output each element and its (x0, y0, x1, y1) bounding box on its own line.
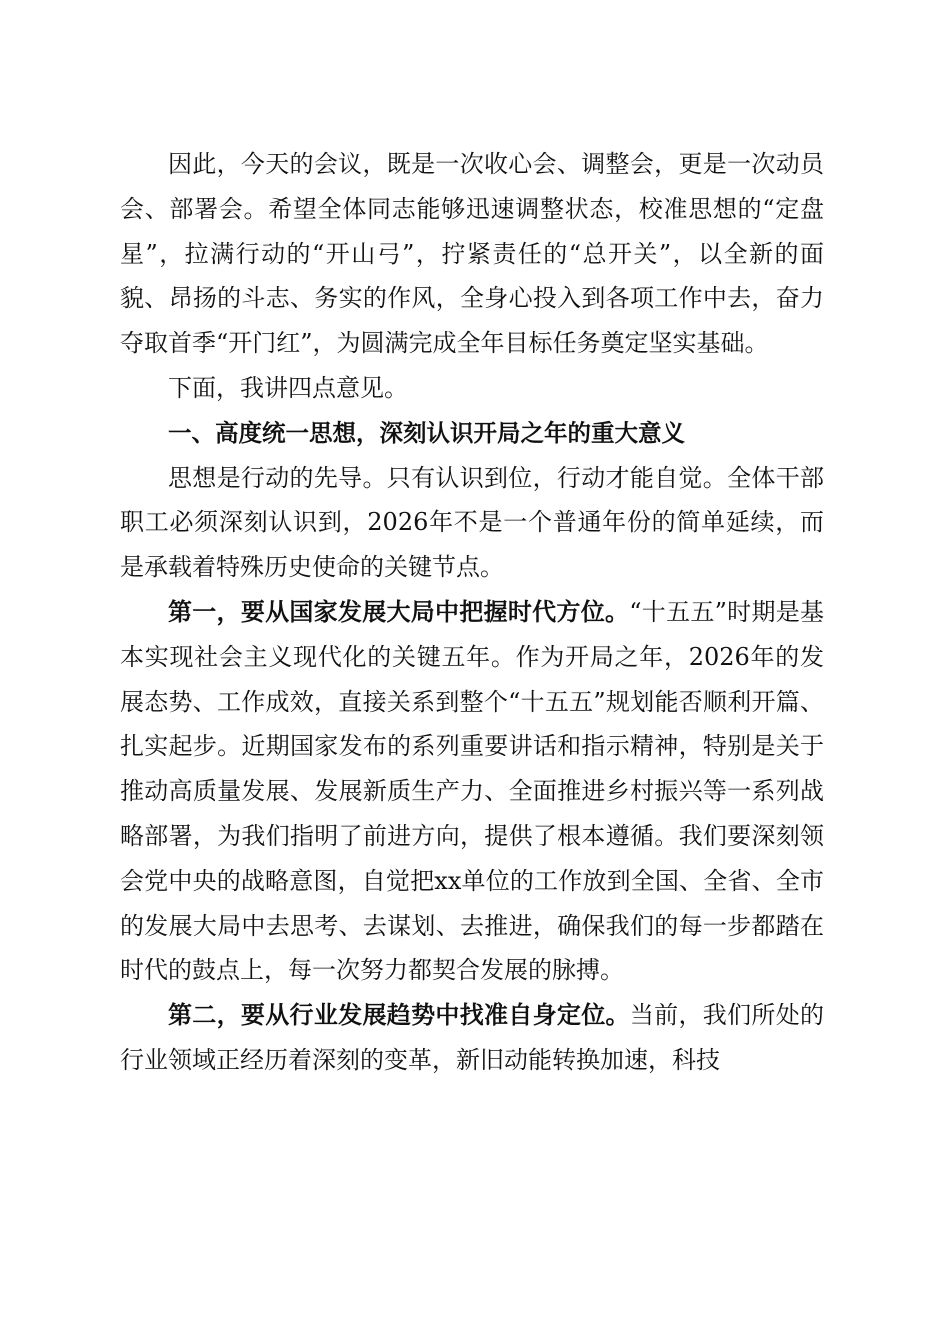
document-body (120, 142, 824, 1083)
second-point-body: 当前，我们所处的行业领域正经历着深刻的变革，新旧动能转换加速，科技 (120, 1001, 825, 1074)
first-point-lead: 第一，要从国家发展大局中把握时代方位。 (168, 596, 630, 626)
second-point-lead: 第二，要从行业发展趋势中找准自身定位。 (168, 1000, 630, 1030)
paragraph-thought-guidance: 思想是行动的先导。只有认识到位，行动才能自觉。全体干部职工必须深刻认识到，2026年不是一个普通年份的简单延续，而是承载着特殊历史使命的关键节点。 (120, 463, 824, 582)
paragraph-meeting-purpose: 因此，今天的会议，既是一次收心会、调整会，更是一次动员会、部署会。希望全体同志能够迅速调整状态，校准思想的“定盘星”，拉满行动的“开山弓”，拧紧责任的“总开关”，以全新的面貌、昂扬的斗志、务实的作风，全身心投入到各项工作中去，奋力夺取首季“开门红”，为圆满完成全年目标任务奠定坚实基础。 (120, 150, 824, 358)
section-heading-1: 一、高度统一思想，深刻认识开局之年的重大意义 (168, 418, 685, 447)
paragraph-first-point (120, 590, 824, 993)
first-point-body: “十五五”时期是基本实现社会主义现代化的关键五年。作为开局之年，2026年的发展态势、工作成效，直接关系到整个“十五五”规划能否顺利开篇、扎实起步。近期国家发布的系列重要讲话和指示精神，特别是关于推动高质量发展、发展新质生产力、全面推进乡村振兴等一系列战略部署，为我们指明了前进方向，提供了根本遵循。我们要深刻领会党中央的战略意图，自觉把xx单位的工作放到全国、全省、全市的发展大局中去思考、去谋划、去推进，确保我们的每一步都踏在时代的鼓点上，每一次努力都契合发展的脉搏。 (120, 597, 824, 985)
paragraph-four-points-intro: 下面，我讲四点意见。 (168, 373, 408, 402)
paragraph-second-point (120, 993, 824, 1083)
